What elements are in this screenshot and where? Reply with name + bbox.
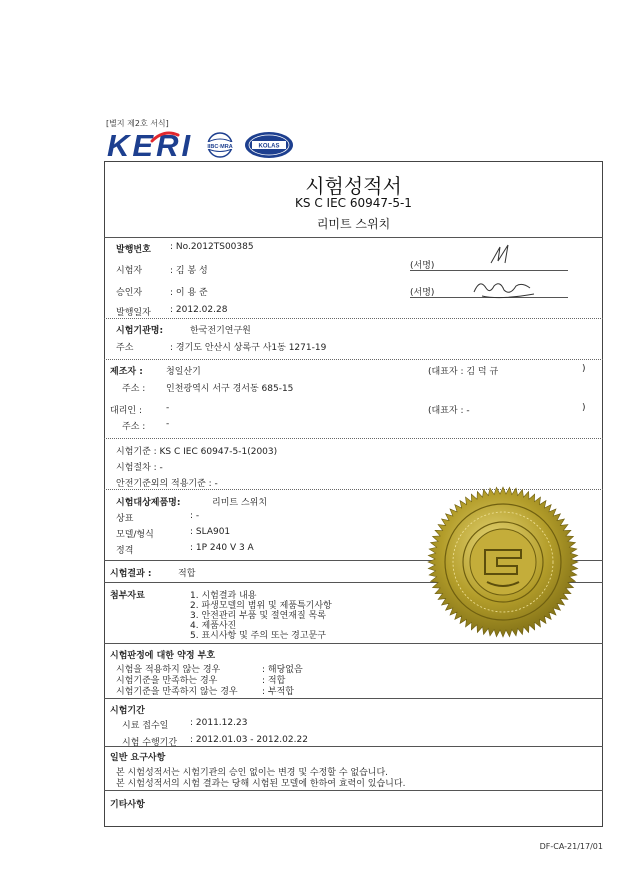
kolas-logo — [244, 131, 294, 159]
issue-no: : No.2012TS00385 — [170, 242, 254, 252]
ilac-mra-text: IlBC·MRA — [207, 144, 233, 150]
general-line: 본 시험성적서의 시험 결과는 당해 시험된 모델에 한하여 효력이 있습니다. — [116, 779, 406, 789]
receipt-label: 시료 접수일 — [122, 721, 169, 731]
test-standard: 시험기준 : KS C IEC 60947-5-1(2003) — [116, 447, 278, 457]
rating: : 1P 240 V 3 A — [190, 543, 254, 553]
judgement-label: 시험판정에 대한 약정 부호 — [110, 651, 216, 661]
product-name-label: 시험대상제품명: — [116, 498, 181, 508]
signature-line — [410, 270, 568, 271]
divider — [104, 438, 603, 439]
divider — [104, 643, 603, 644]
gold-seal-icon — [427, 486, 579, 638]
tester-name: : 김 봉 성 — [170, 266, 208, 276]
divider — [104, 318, 603, 319]
other-label: 기타사항 — [110, 800, 145, 810]
form-code: DF-CA-21/17/01 — [539, 842, 603, 851]
agent-rep: (대표자 : - — [428, 406, 470, 416]
tester-sign-label: (서명) — [410, 261, 435, 271]
issue-no-label: 발행번호 — [116, 245, 151, 255]
divider — [104, 746, 603, 747]
kolas-text: KOLAS — [258, 143, 280, 150]
standard-title: KS C IEC 60947-5-1 — [295, 196, 412, 210]
judgement-value: : 부적합 — [262, 687, 294, 697]
agent-label: 대리인 : — [110, 406, 142, 416]
keri-swoosh-icon — [150, 131, 180, 143]
form-number: [별지 제2호 서식] — [106, 119, 169, 128]
divider — [104, 359, 603, 360]
general-line: 본 시험성적서는 시험기관의 승인 없이는 변경 및 수정할 수 없습니다. — [116, 768, 389, 778]
period-label: 시험기간 — [110, 706, 145, 716]
model-label: 모델/형식 — [116, 530, 154, 540]
approver-signature-icon — [470, 276, 540, 300]
lab-addr: : 경기도 안산시 상록구 사1동 1271-19 — [170, 343, 327, 353]
judgement-key: 시험기준을 만족하는 경우 — [116, 676, 218, 686]
agent-addr-label: 주소 : — [122, 422, 146, 432]
attachment-item: 4. 제품사진 — [190, 621, 237, 631]
brand-label: 상표 — [116, 514, 134, 524]
agent-addr: - — [166, 419, 170, 429]
attachments-label: 첨부자료 — [110, 591, 145, 601]
keri-logo: KERI — [107, 128, 194, 163]
approver-name: : 이 용 준 — [170, 288, 208, 298]
test-procedure: 시험절차 : - — [116, 463, 163, 473]
result-value: 적합 — [178, 569, 196, 579]
product-name: 리미트 스위치 — [212, 498, 268, 508]
judgement-value: : 적합 — [262, 676, 286, 686]
lab-name: 한국전기연구원 — [190, 326, 251, 336]
divider — [104, 698, 603, 699]
manufacturer-rep: (대표자 : 김 덕 규 — [428, 367, 499, 377]
lab-addr-label: 주소 — [116, 343, 134, 353]
approver-sign-label: (서명) — [410, 288, 435, 298]
model: : SLA901 — [190, 527, 231, 537]
divider — [104, 237, 603, 238]
tester-signature-icon — [488, 241, 516, 269]
product-title: 리미트 스위치 — [316, 217, 391, 231]
manufacturer-addr: 인천광역시 서구 경서동 685-15 — [166, 384, 294, 394]
document-title: 시험성적서 — [305, 174, 402, 198]
other-standard: 안전기준외의 적용기준 : - — [116, 479, 218, 489]
manufacturer-label: 제조자 : — [110, 367, 143, 377]
rating-label: 정격 — [116, 546, 134, 556]
receipt-date: : 2011.12.23 — [190, 718, 248, 728]
result-label: 시험결과 : — [110, 569, 152, 579]
brand: : - — [190, 511, 200, 521]
exec-period: : 2012.01.03 - 2012.02.22 — [190, 735, 308, 745]
general-label: 일반 요구사항 — [110, 753, 166, 763]
judgement-key: 시험기준을 만족하지 않는 경우 — [116, 687, 238, 697]
approver-label: 승인자 — [116, 288, 143, 298]
tester-label: 시험자 — [116, 266, 143, 276]
attachment-item: 5. 표시사항 및 주의 또는 경고문구 — [190, 631, 326, 641]
ilac-mra-logo — [202, 132, 238, 158]
agent-name: - — [166, 403, 170, 413]
manufacturer-name: 청일산기 — [166, 367, 201, 377]
rep-close: ) — [582, 403, 586, 413]
issue-date: : 2012.02.28 — [170, 305, 228, 315]
date-label: 발행일자 — [116, 308, 151, 318]
judgement-key: 시험을 적용하지 않는 경우 — [116, 665, 221, 675]
attachment-item: 2. 파생모델의 범위 및 제품특기사항 — [190, 601, 332, 611]
attachment-item: 1. 시험결과 내용 — [190, 591, 257, 601]
manufacturer-addr-label: 주소 : — [122, 384, 146, 394]
attachment-item: 3. 안전관리 부품 및 절연재질 목록 — [190, 611, 326, 621]
rep-close: ) — [582, 364, 586, 374]
divider — [104, 790, 603, 791]
judgement-value: : 해당없음 — [262, 665, 303, 675]
lab-name-label: 시험기관명: — [116, 326, 164, 336]
exec-label: 시험 수행기간 — [122, 738, 178, 748]
